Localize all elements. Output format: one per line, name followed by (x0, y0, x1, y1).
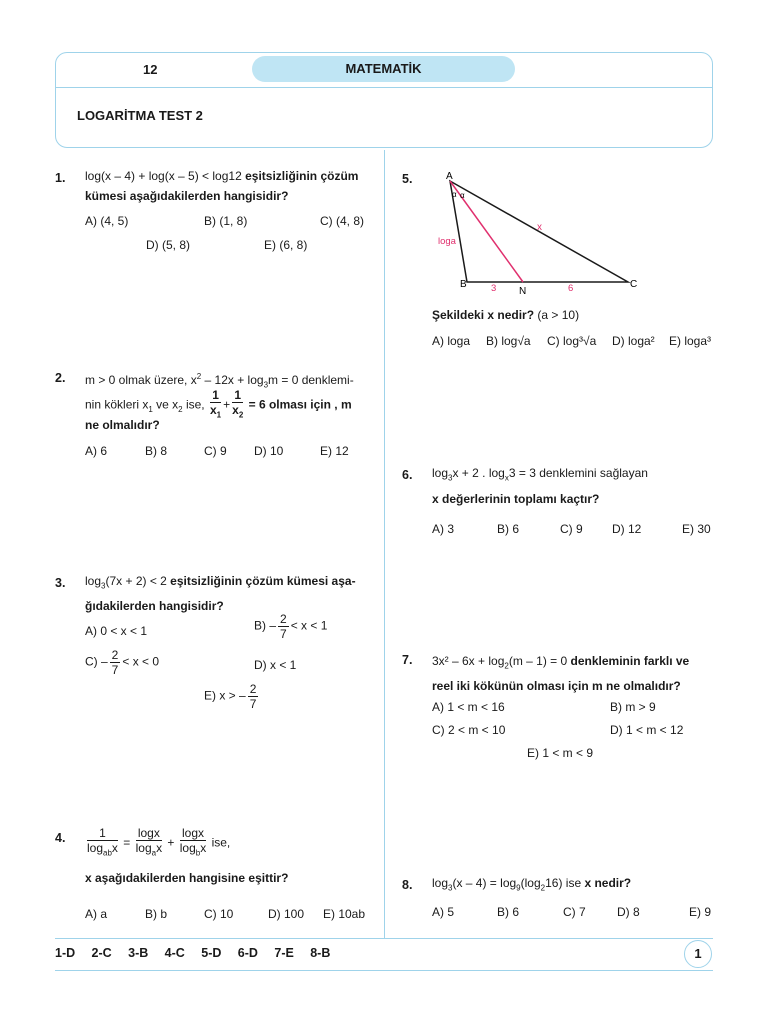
q3-option-d[interactable]: D) x < 1 (254, 658, 297, 672)
q6-option-b[interactable]: B) 6 (497, 522, 520, 536)
q8-number: 8. (402, 878, 413, 892)
q6-option-d[interactable]: D) 12 (612, 522, 642, 536)
q5-option-e[interactable]: E) loga³ (669, 334, 712, 348)
label-c: C (630, 279, 638, 290)
q6-number: 6. (402, 468, 413, 482)
q3-option-e[interactable]: E) x > – $\frac{2}{7}$ (204, 682, 257, 711)
q6-option-e[interactable]: E) 30 (682, 522, 711, 536)
q4-text: x aşağıdakilerden hangisine eşittir? (85, 871, 289, 885)
q5-number: 5. (402, 172, 413, 186)
q2-option-e[interactable]: E) 12 (320, 444, 349, 458)
column-divider (384, 150, 385, 938)
q3-text: $\log_3(7x + 2) < 2$ eşitsizliğinin çözüm kümesi aşa- ğıdakilerden hangisidir? (85, 574, 356, 614)
q8-option-c[interactable]: C) 7 (563, 905, 586, 919)
label-nc: 6 (568, 283, 574, 294)
q1-option-c[interactable]: C) (4, 8) (320, 214, 365, 228)
q8-option-d[interactable]: D) 8 (617, 905, 640, 919)
label-alpha-2: α (460, 191, 465, 200)
q1-text: log(x – 4) + log(x – 5) < log12 eşitsizliğinin çözüm kümesi aşağıdakilerden hangisidir? (85, 169, 359, 203)
q4-equation: $\frac{1}{\log_{ab}x}$ = $\frac{\log x}{\log_ax}$ + $\frac{\log x}{\log_bx}$ ise, (87, 826, 231, 858)
label-bn: 3 (491, 283, 497, 294)
q4-option-b[interactable]: B) b (145, 907, 168, 921)
q2-text-line2: nin kökleri $x_1$ ve $x_2$ ise, $\frac{1}{x_1}$ + $\frac{1}{x_2}$ = 6 olması için , m (85, 388, 352, 420)
q2-option-a[interactable]: A) 6 (85, 444, 108, 458)
q8-option-a[interactable]: A) 5 (432, 905, 455, 919)
answer-key: 1-D 2-C 3-B 4-C 5-D 6-D 7-E 8-B (55, 946, 331, 960)
q1-option-a[interactable]: A) (4, 5) (85, 214, 129, 228)
test-number: 12 (143, 62, 158, 77)
label-loga: loga (438, 236, 456, 247)
q7-option-a[interactable]: A) 1 < m < 16 (432, 700, 505, 714)
q5-option-a[interactable]: A) loga (432, 334, 471, 348)
q7-number: 7. (402, 653, 413, 667)
label-a: A (446, 171, 453, 182)
q7-option-e[interactable]: E) 1 < m < 9 (527, 746, 594, 760)
q8-option-e[interactable]: E) 9 (689, 905, 712, 919)
q2-text-line3: ne olmalıdır? (85, 418, 160, 432)
q2-text: m > 0 olmak üzere, $x^2 - 12x + \log_3m = 0$ denklemi- (85, 372, 354, 390)
q1-option-b[interactable]: B) (1, 8) (204, 214, 248, 228)
q5-text: Şekildeki x nedir? (a > 10) (432, 308, 580, 322)
q2-number: 2. (55, 371, 66, 385)
q1-number: 1. (55, 171, 66, 185)
label-b: B (460, 279, 467, 290)
q7-option-d[interactable]: D) 1 < m < 12 (610, 723, 684, 737)
q3-number: 3. (55, 576, 66, 590)
q6-option-a[interactable]: A) 3 (432, 522, 455, 536)
q2-option-d[interactable]: D) 10 (254, 444, 284, 458)
q2-option-b[interactable]: B) 8 (145, 444, 168, 458)
q1-option-d[interactable]: D) (5, 8) (146, 238, 191, 252)
q4-number: 4. (55, 831, 66, 845)
q2-option-c[interactable]: C) 9 (204, 444, 227, 458)
q4-option-e[interactable]: E) 10ab (323, 907, 366, 921)
q5-option-d[interactable]: D) loga² (612, 334, 655, 348)
q3-option-c[interactable]: C) – $\frac{2}{7}$ < x < 0 (85, 648, 160, 677)
q6-text: $\log_3x + 2$ . $\log_x3 = 3$ denklemini sağlayan (432, 466, 648, 483)
q8-option-b[interactable]: B) 6 (497, 905, 520, 919)
footer-bottom-rule (55, 970, 713, 971)
q3-option-b[interactable]: B) – $\frac{2}{7}$ < x < 1 (254, 612, 328, 641)
page-number: 1 (684, 940, 712, 968)
q4-option-c[interactable]: C) 10 (204, 907, 234, 921)
q7-text: $3x^2 - 6x + \log_2(m - 1) = 0$ denkleminin farklı ve reel iki kökünün olması için m ne olmalıdır? (432, 654, 690, 694)
q5-triangle-figure (430, 168, 650, 298)
test-title: LOGARİTMA TEST 2 (77, 108, 203, 123)
label-alpha-1: α (452, 190, 457, 199)
subject-pill: MATEMATİK (252, 56, 515, 82)
q7-option-c[interactable]: C) 2 < m < 10 (432, 723, 506, 737)
q1-option-e[interactable]: E) (6, 8) (264, 238, 308, 252)
q4-option-a[interactable]: A) a (85, 907, 108, 921)
q5-option-c[interactable]: C) log³√a (547, 334, 597, 348)
footer-top-rule (55, 938, 713, 939)
q4-option-d[interactable]: D) 100 (268, 907, 305, 921)
label-x: x (537, 222, 542, 233)
q6-text-line2: x değerlerinin toplamı kaçtır? (432, 492, 600, 506)
header-divider (55, 87, 713, 88)
q5-option-b[interactable]: B) log√a (486, 334, 531, 348)
q3-option-a[interactable]: A) 0 < x < 1 (85, 624, 148, 638)
q6-option-c[interactable]: C) 9 (560, 522, 583, 536)
q8-text: $\log_3(x - 4) = \log_9(\log_216)$ ise x nedir? (432, 876, 632, 893)
q7-option-b[interactable]: B) m > 9 (610, 700, 656, 714)
label-n: N (519, 286, 527, 297)
